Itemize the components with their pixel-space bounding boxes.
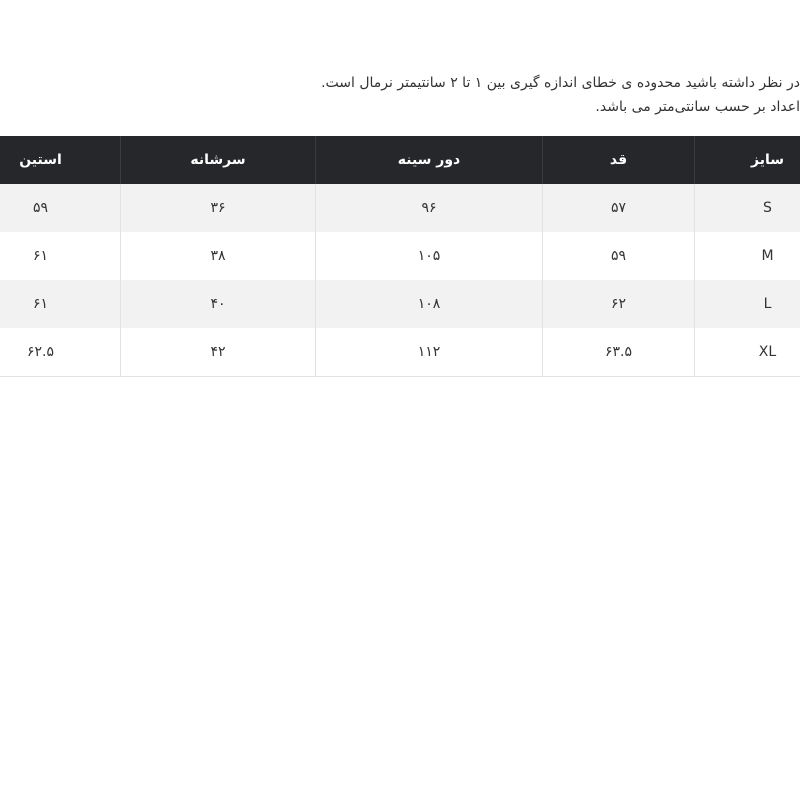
- cell-length: ۶۳.۵: [542, 328, 694, 376]
- header-chest: دور سینه: [315, 136, 542, 184]
- cell-shoulder: ۳۸: [120, 232, 315, 280]
- cell-sleeve: ۶۲.۵: [0, 328, 120, 376]
- units-note: اعداد بر حسب سانتی‌متر می باشد.: [595, 99, 800, 115]
- cell-shoulder: ۳۶: [120, 184, 315, 232]
- cell-shoulder: ۴۰: [120, 280, 315, 328]
- cell-length: ۵۷: [542, 184, 694, 232]
- measurement-error-note: در نظر داشته باشید محدوده ی خطای اندازه گیری بین ۱ تا ۲ سانتیمتر نرمال است.: [321, 75, 800, 91]
- cell-size: L: [694, 280, 800, 328]
- table-row: [0, 184, 800, 233]
- cell-chest: ۹۶: [315, 184, 542, 232]
- cell-chest: ۱۰۸: [315, 280, 542, 328]
- cell-chest: ۱۰۵: [315, 232, 542, 280]
- header-sleeve: استین: [0, 136, 120, 184]
- table-row: [0, 232, 800, 281]
- cell-length: ۵۹: [542, 232, 694, 280]
- header-length: قد: [542, 136, 694, 184]
- cell-sleeve: ۵۹: [0, 184, 120, 232]
- table-row: [0, 280, 800, 329]
- cell-length: ۶۲: [542, 280, 694, 328]
- cell-chest: ۱۱۲: [315, 328, 542, 376]
- header-size: سایز: [694, 136, 800, 184]
- cell-size: M: [694, 232, 800, 280]
- table-row: [0, 328, 800, 377]
- cell-shoulder: ۴۲: [120, 328, 315, 376]
- header-shoulder: سرشانه: [120, 136, 315, 184]
- cell-sleeve: ۶۱: [0, 280, 120, 328]
- cell-sleeve: ۶۱: [0, 232, 120, 280]
- table-header-row: [0, 136, 800, 184]
- cell-size: XL: [694, 328, 800, 376]
- cell-size: S: [694, 184, 800, 232]
